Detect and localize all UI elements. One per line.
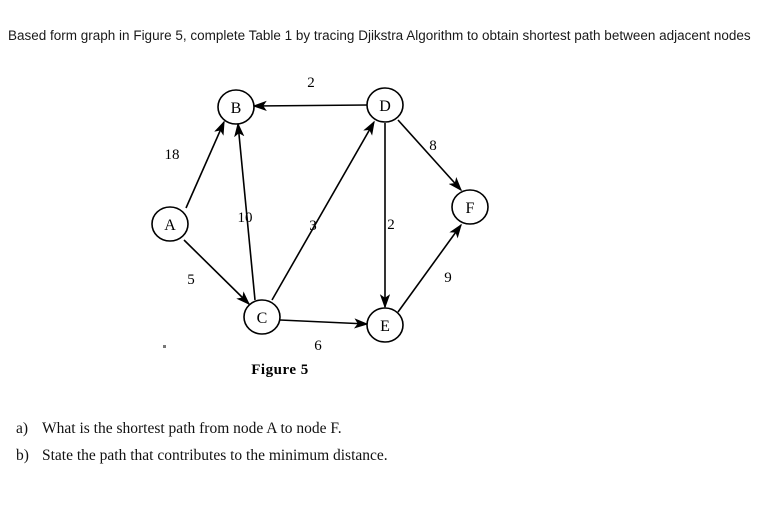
edge-a-b <box>186 122 224 208</box>
question-text-b: State the path that contributes to the minimum distance. <box>42 447 388 464</box>
edge-weight-d-b: 2 <box>307 75 315 91</box>
node-c-label: C <box>256 310 268 327</box>
edge-weights <box>165 75 452 354</box>
figure-caption: Figure 5 <box>251 362 309 378</box>
question-item <box>16 447 746 465</box>
figure-5-graph <box>0 62 764 392</box>
edge-d-f <box>398 120 461 190</box>
node-a <box>152 207 188 241</box>
prompt-text: Based form graph in Figure 5, complete Table 1 by tracing Djikstra Algorithm to obtain shortest path between adjacent nodes <box>8 27 751 43</box>
edge-weight-c-b: 10 <box>237 210 253 226</box>
edge-c-e <box>280 320 367 324</box>
page-speck <box>163 345 166 348</box>
graph-svg <box>0 62 764 362</box>
node-d <box>367 88 403 122</box>
edge-c-d <box>272 122 374 300</box>
node-b <box>218 90 254 124</box>
edge-d-b <box>254 105 368 106</box>
question-marker-a: a) <box>16 420 29 437</box>
node-b-label: B <box>230 100 242 117</box>
node-f <box>452 190 488 224</box>
graph-edges <box>184 105 461 324</box>
edge-weight-e-f: 9 <box>444 270 452 286</box>
node-a-label: A <box>164 217 176 234</box>
edge-weight-c-d: 3 <box>309 218 317 234</box>
node-e-label: E <box>380 318 390 335</box>
question-marker-b: b) <box>16 447 29 464</box>
node-d-label: D <box>379 98 391 115</box>
node-c <box>244 300 280 334</box>
node-e <box>367 308 403 342</box>
question-text-a: What is the shortest path from node A to node F. <box>42 420 342 437</box>
edge-e-f <box>398 225 461 312</box>
question-item <box>16 420 746 438</box>
edge-weight-a-c: 5 <box>187 272 195 288</box>
edge-weight-c-e: 6 <box>314 338 322 354</box>
node-f-label: F <box>465 200 475 217</box>
edge-weight-d-e: 2 <box>387 217 395 233</box>
edge-weight-a-b: 18 <box>164 147 180 163</box>
questions-list <box>16 420 746 474</box>
edge-weight-d-f: 8 <box>429 138 437 154</box>
